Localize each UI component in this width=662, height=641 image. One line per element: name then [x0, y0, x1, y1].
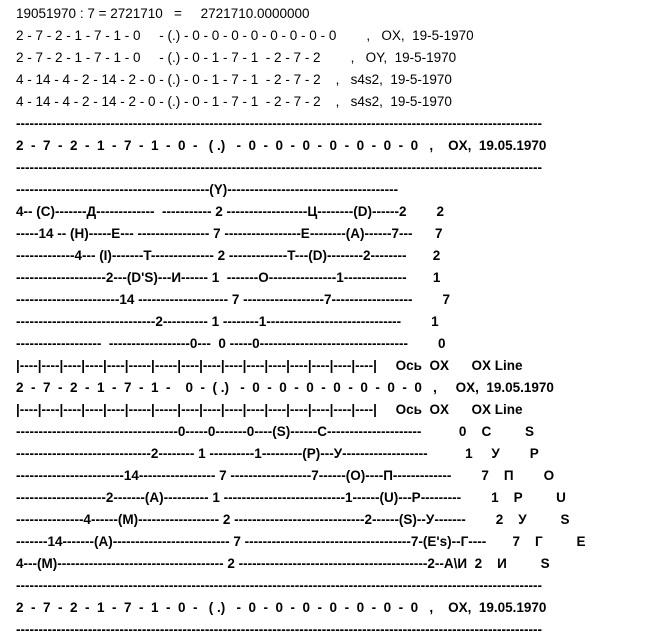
document-line: --------------------2---(D'S)---И------ 1 -------O---------------1-------------- 1 — [16, 270, 441, 285]
document-line: |----|----|----|----|----|-----|-----|----|----|----|----|----|----|----|----|----| Ось OX OX Line — [16, 402, 523, 417]
document-line: --------------------2-------(A)---------- 1 ---------------------------1------(U)---P--------- 1 P U — [16, 490, 566, 505]
document-line: --------------------------------------------------------------------------------------------------------------------- — [16, 622, 542, 637]
document-line: ---------------4------(M)------------------ 2 -----------------------------2------(S)--У------- 2 У S — [16, 512, 570, 527]
document-line: 2 - 7 - 2 - 1 - 7 - 1 - 0 - (.) - 0 - 0 - 0 - 0 - 0 - 0 - 0 - 0 , OX, 19-5-1970 — [16, 28, 474, 43]
document-line: 4 - 14 - 4 - 2 - 14 - 2 - 0 - (.) - 0 - 1 - 7 - 1 - 2 - 7 - 2 , s4s2, 19-5-1970 — [16, 94, 452, 109]
document-line: 2 - 7 - 2 - 1 - 7 - 1 - 0 - ( .) - 0 - 0 - 0 - 0 - 0 - 0 - 0 , OX, 19.05.1970 — [16, 138, 547, 153]
document-line: 19051970 : 7 = 2721710 = 2721710.0000000 — [16, 6, 310, 21]
document-line: ------------------------14----------------- 7 ------------------7------(O)----П------------- 7 П O — [16, 468, 555, 483]
document-line: ------------------- ------------------0--- 0 -----0--------------------------------- 0 — [16, 336, 446, 351]
document-line: -----14 -- (H)-----E--- ---------------- 7 -----------------E--------(A)------7--- 7 — [16, 226, 443, 241]
document-line: -----------------------14 -------------------- 7 ------------------7------------------ 7 — [16, 292, 450, 307]
document-line: --------------------------------------------------------------------------------------------------------------------- — [16, 116, 542, 131]
document-line: 4---(M)------------------------------------- 2 ------------------------------------------2--A\И 2 И S — [16, 556, 550, 571]
document-line: ------------------------------------0-----0-------0----(S)------C--------------------- 0 C S — [16, 424, 534, 439]
document-line: |----|----|----|----|----|-----|-----|----|----|----|----|----|----|----|----|----| Ось OX OX Line — [16, 358, 523, 373]
document-line: -------------------------------------------(Y)-------------------------------------- — [16, 182, 399, 197]
document-line: ------------------------------2-------- 1 ----------1---------(P)---У------------------- 1 У P — [16, 446, 539, 461]
document-line: --------------------------------------------------------------------------------------------------------------------- — [16, 160, 542, 175]
document-line: -------------------------------2---------- 1 --------1------------------------------ 1 — [16, 314, 439, 329]
document-line: 2 - 7 - 2 - 1 - 7 - 1 - 0 - ( .) - 0 - 0 - 0 - 0 - 0 - 0 - 0 , OX, 19.05.1970 — [16, 600, 547, 615]
document-line: 2 - 7 - 2 - 1 - 7 - 1 - 0 - (.) - 0 - 1 - 7 - 1 - 2 - 7 - 2 , OY, 19-5-1970 — [16, 50, 457, 65]
document-line: 4 - 14 - 4 - 2 - 14 - 2 - 0 - (.) - 0 - 1 - 7 - 1 - 2 - 7 - 2 , s4s2, 19-5-1970 — [16, 72, 452, 87]
document-line: 4-- (C)-------Д------------- ----------- 2 ------------------Ц--------(D)------2 2 — [16, 204, 444, 219]
document-line: 2 - 7 - 2 - 1 - 7 - 1 - 0 - ( .) - 0 - 0 - 0 - 0 - 0 - 0 - 0 , OX, 19.05.1970 — [16, 380, 554, 395]
document-line: -------------4--- (I)-------T-------------- 2 -------------T---(D)--------2-------- 2 — [16, 248, 441, 263]
document-line: -------14-------(A)-------------------------- 7 -------------------------------------7-(E's)--Г---- 7 Г E — [16, 534, 586, 549]
document-line: --------------------------------------------------------------------------------------------------------------------- — [16, 578, 542, 593]
